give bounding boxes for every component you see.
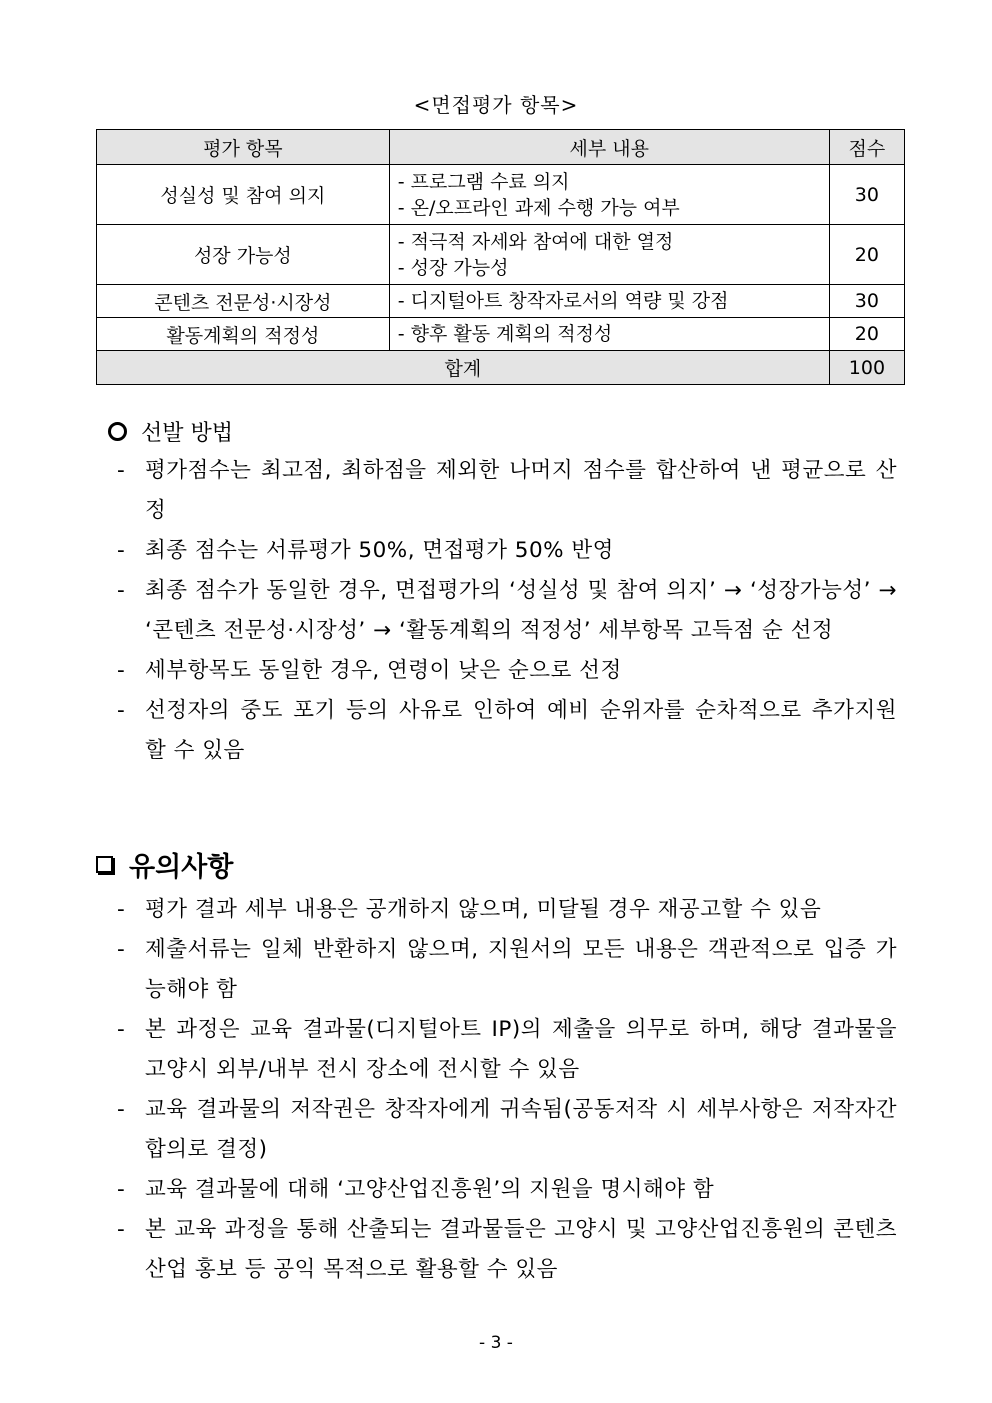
dash-bullet-icon: -	[117, 1017, 125, 1042]
notes-title: 유의사항	[129, 852, 234, 883]
row-item: 활동계획의 적정성	[97, 318, 390, 351]
dash-bullet-icon: -	[117, 698, 125, 723]
row-details	[389, 318, 829, 351]
list-item	[117, 930, 897, 1010]
square-bullet-icon	[96, 856, 113, 873]
list-item-text: 교육 결과물의 저작권은 창작자에게 귀속됨(공동저작 시 세부사항은 저작자간 합의로 결정)	[145, 1097, 897, 1162]
list-item-text: 교육 결과물에 대해 ‘고양산업진흥원’의 지원을 명시해야 함	[145, 1177, 715, 1202]
list-item-text: 본 과정은 교육 결과물(디지털아트 IP)의 제출을 의무로 하며, 해당 결과물을 고양시 외부/내부 전시 장소에 전시할 수 있음	[145, 1017, 897, 1082]
selection-title: 선발 방법	[141, 421, 234, 446]
dash-bullet-icon: -	[117, 538, 125, 563]
dash-bullet-icon: -	[117, 897, 125, 922]
row-item: 성실성 및 참여 의지	[97, 165, 390, 225]
list-item	[117, 890, 897, 930]
row-item: 콘텐츠 전문성·시장성	[97, 285, 390, 318]
detail-line: - 성장 가능성	[397, 256, 509, 279]
list-item-text: 세부항목도 동일한 경우, 연령이 낮은 순으로 선정	[145, 658, 622, 683]
dash-bullet-icon: -	[117, 458, 125, 483]
table-row	[97, 225, 905, 285]
list-item-text: 최종 점수가 동일한 경우, 면접평가의 ‘성실성 및 참여 의지’ → ‘성장가능성’ → ‘콘텐츠 전문성·시장성’ → ‘활동계획의 적정성’ 세부항목 고득점 순 선정	[145, 578, 897, 643]
list-item-text: 평가점수는 최고점, 최하점을 제외한 나머지 점수를 합산하여 낸 평균으로 산정	[145, 458, 897, 523]
list-item-text: 본 교육 과정을 통해 산출되는 결과물들은 고양시 및 고양산업진흥원의 콘텐츠산업 홍보 등 공익 목적으로 활용할 수 있음	[145, 1217, 897, 1282]
row-details	[389, 225, 829, 285]
table-header-row	[97, 130, 905, 165]
detail-line: - 프로그램 수료 의지	[397, 170, 570, 193]
dash-bullet-icon: -	[117, 658, 125, 683]
list-item	[117, 571, 897, 651]
notes-list	[117, 890, 897, 1290]
table-total-row	[97, 351, 905, 385]
dash-bullet-icon: -	[117, 1177, 125, 1202]
row-item: 성장 가능성	[97, 225, 390, 285]
row-details	[389, 285, 829, 318]
list-item-text: 평가 결과 세부 내용은 공개하지 않으며, 미달될 경우 재공고할 수 있음	[145, 897, 822, 922]
table-caption: <면접평가 항목>	[413, 93, 579, 117]
dash-bullet-icon: -	[117, 937, 125, 962]
table-row	[97, 318, 905, 351]
dash-bullet-icon: -	[117, 578, 125, 603]
list-item	[117, 1090, 897, 1170]
interview-evaluation-table	[96, 129, 905, 385]
selection-list	[117, 451, 897, 771]
list-item-text: 제출서류는 일체 반환하지 않으며, 지원서의 모든 내용은 객관적으로 입증 가능해야 함	[145, 937, 897, 1002]
list-item	[117, 1210, 897, 1290]
list-item	[117, 531, 897, 571]
list-item	[117, 451, 897, 531]
row-details	[389, 165, 829, 225]
dash-bullet-icon: -	[117, 1097, 125, 1122]
detail-line: - 디지털아트 창작자로서의 역량 및 강점	[397, 290, 729, 312]
list-item-text: 최종 점수는 서류평가 50%, 면접평가 50% 반영	[145, 538, 614, 563]
row-score: 20	[829, 318, 904, 351]
header-details: 세부 내용	[389, 130, 829, 165]
list-item	[117, 651, 897, 691]
table-row	[97, 285, 905, 318]
list-item	[117, 691, 897, 771]
selection-heading	[108, 416, 233, 447]
list-item-text: 선정자의 중도 포기 등의 사유로 인하여 예비 순위자를 순차적으로 추가지원 할 수 있음	[145, 698, 897, 763]
detail-line: - 온/오프라인 과제 수행 가능 여부	[397, 196, 680, 219]
notes-heading	[96, 845, 233, 884]
total-label: 합계	[97, 351, 830, 385]
row-score: 20	[829, 225, 904, 285]
detail-line: - 적극적 자세와 참여에 대한 열정	[397, 230, 674, 253]
header-item: 평가 항목	[97, 130, 390, 165]
table-row	[97, 165, 905, 225]
total-score: 100	[829, 351, 904, 385]
list-item	[117, 1010, 897, 1090]
row-score: 30	[829, 165, 904, 225]
row-score: 30	[829, 285, 904, 318]
detail-line: - 향후 활동 계획의 적정성	[397, 323, 613, 345]
header-score: 점수	[829, 130, 904, 165]
page-number: - 3 -	[479, 1333, 513, 1353]
dash-bullet-icon: -	[117, 1217, 125, 1242]
list-item	[117, 1170, 897, 1210]
circle-bullet-icon	[108, 422, 127, 441]
